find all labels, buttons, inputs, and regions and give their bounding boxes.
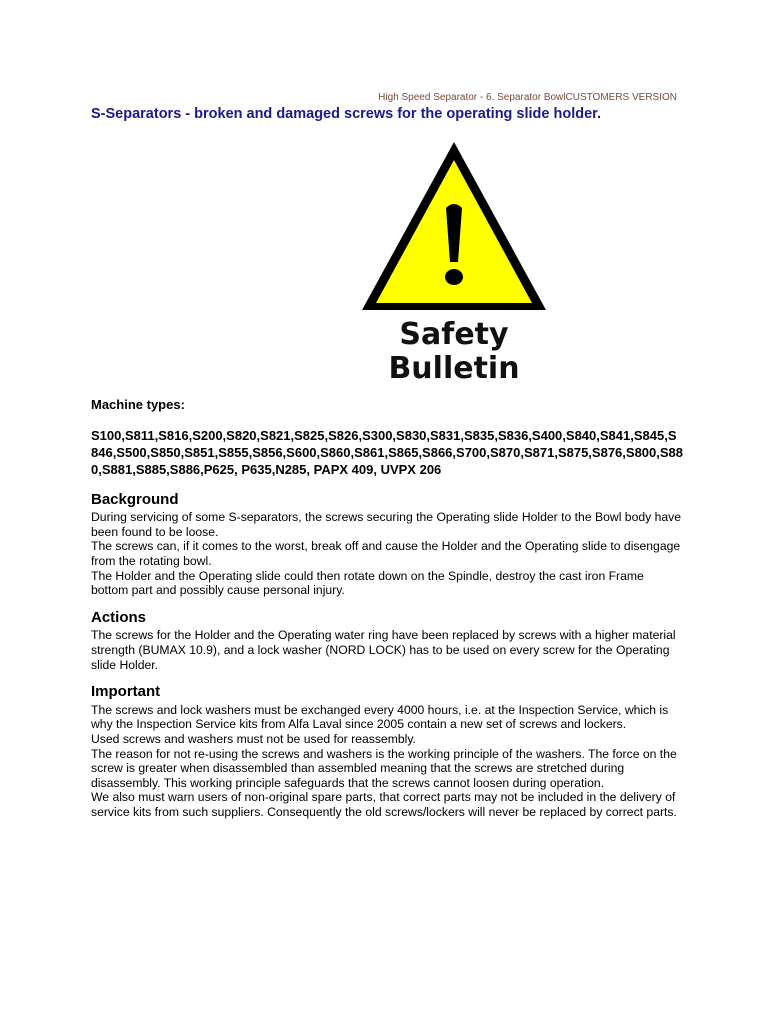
background-heading: Background	[91, 490, 179, 508]
machine-types-heading: Machine types:	[91, 397, 185, 412]
running-header: High Speed Separator - 6. Separator BowlCUSTOMERS VERSION	[378, 92, 677, 103]
document-body	[91, 398, 683, 832]
important-heading: Important	[91, 683, 161, 701]
actions-text	[91, 628, 683, 672]
exclamation-dot	[445, 269, 463, 285]
actions-heading: Actions	[91, 608, 147, 626]
machine-types-list: S100,S811,S816,S200,S820,S821,S825,S826,S300,S830,S831,S835,S836,S400,S840,S841,S845,S846,S500,S850,S851,S855,S856,S600,S860,S861,S865,S866,S700,S870,S871,S875,S876,S800,S880,S881,S885,S886,P625, P635,N285, PAPX 409, UVPX 206	[91, 427, 683, 477]
important-paragraph: We also must warn users of non-original spare parts, that correct parts may not be included in the delivery of service kits from such suppliers. Consequently the old screws/lockers will never be replaced by correct parts.	[91, 790, 677, 819]
important-paragraph: The reason for not re-using the screws and washers is the working principle of the washers. The force on the screw is greater when disassembled than assembled meaning that the screws are stretched during disassembly. This working principle safeguards that the screws cannot loosen during operation.	[91, 746, 677, 790]
background-paragraph: During servicing of some S-separators, the screws securing the Operating slide Holder to the Bowl body have been found to be loose.	[91, 510, 682, 539]
warning-triangle-icon	[360, 140, 548, 312]
important-text	[91, 703, 683, 820]
actions-section	[91, 608, 683, 672]
background-section	[91, 490, 683, 598]
safety-bulletin-label	[360, 318, 548, 386]
background-paragraph: The Holder and the Operating slide could then rotate down on the Spindle, destroy the cast iron Frame bottom part and possibly cause personal injury.	[91, 568, 644, 598]
safety-bulletin-line2: Bulletin	[388, 351, 520, 386]
important-paragraph: The screws and lock washers must be exchanged every 4000 hours, i.e. at the Inspection Service, which is why the Inspection Service kits from Alfa Laval since 2005 contain a new set of screws and lockers.	[91, 702, 669, 732]
background-paragraph: The screws can, if it comes to the worst, break off and cause the Holder and the Operating slide to disengage from the rotating bowl.	[91, 539, 681, 568]
actions-paragraph: The screws for the Holder and the Operating water ring have been replaced by screws with a higher material strength (BUMAX 10.9), and a lock washer (NORD LOCK) has to be used on every screw for the Operating slide Holder.	[91, 628, 676, 672]
page-title: S-Separators - broken and damaged screws for the operating slide holder.	[91, 106, 602, 122]
important-section	[91, 685, 683, 819]
background-text	[91, 510, 683, 598]
important-paragraph: Used screws and washers must not be used for reassembly.	[91, 731, 416, 746]
safety-bulletin-line1: Safety	[399, 317, 509, 352]
